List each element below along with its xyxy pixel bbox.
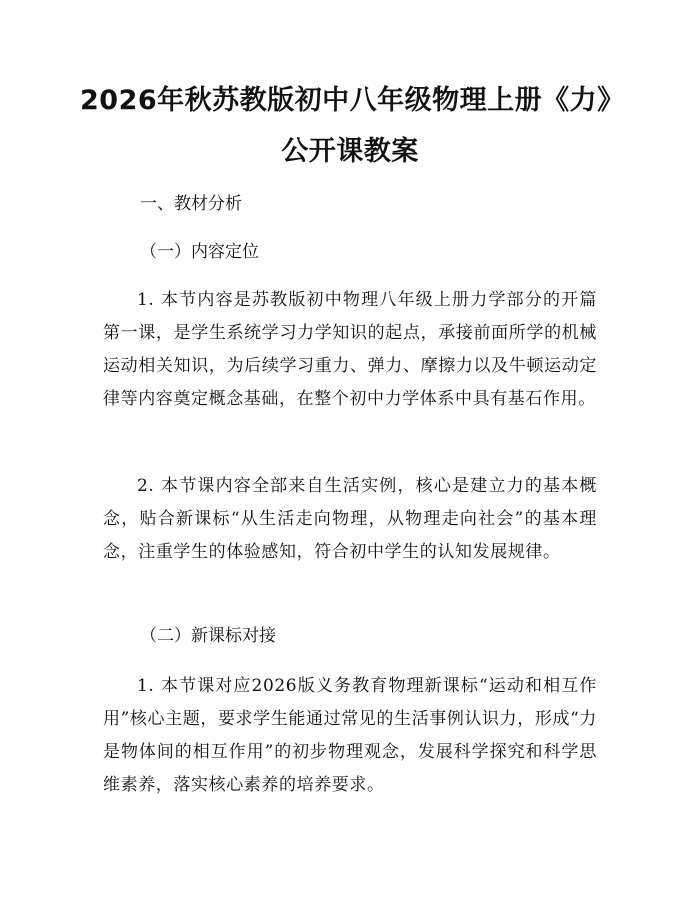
paragraph-content-positioning-1: 1. 本节内容是苏教版初中物理八年级上册力学部分的开篇第一课，是学生系统学习力学知识的起点，承接前面所学的机械运动相关知识，为后续学习重力、弹力、摩擦力以及牛顿运动定律等内容奠定概念基础，在整个初中力学体系中具有基石作用。 xyxy=(103,290,597,409)
paragraph-curriculum-alignment-1: 1. 本节课对应2026版义务教育物理新课标“运动和相互作用”核心主题，要求学生能通过常见的生活事例认识力，形成“力是物体间的相互作用”的初步物理观念，发展科学探究和科学思维素养，落实核心素养的培养要求。 xyxy=(103,676,597,795)
subsection-heading-content-positioning: （一）内容定位 xyxy=(140,242,259,262)
section-heading-textbook-analysis: 一、教材分析 xyxy=(140,194,242,214)
paragraph-content-positioning-2: 2. 本节课内容全部来自生活实例，核心是建立力的基本概念，贴合新课标“从生活走向物理，从物理走向社会”的基本理念，注重学生的体验感知，符合初中学生的认知发展规律。 xyxy=(103,476,597,562)
subsection-heading-curriculum-alignment: （二）新课标对接 xyxy=(140,626,276,646)
document-title-line-2: 公开课教案 xyxy=(281,136,419,167)
document-title-line-1: 2026年秋苏教版初中八年级物理上册《力》 xyxy=(80,85,625,116)
